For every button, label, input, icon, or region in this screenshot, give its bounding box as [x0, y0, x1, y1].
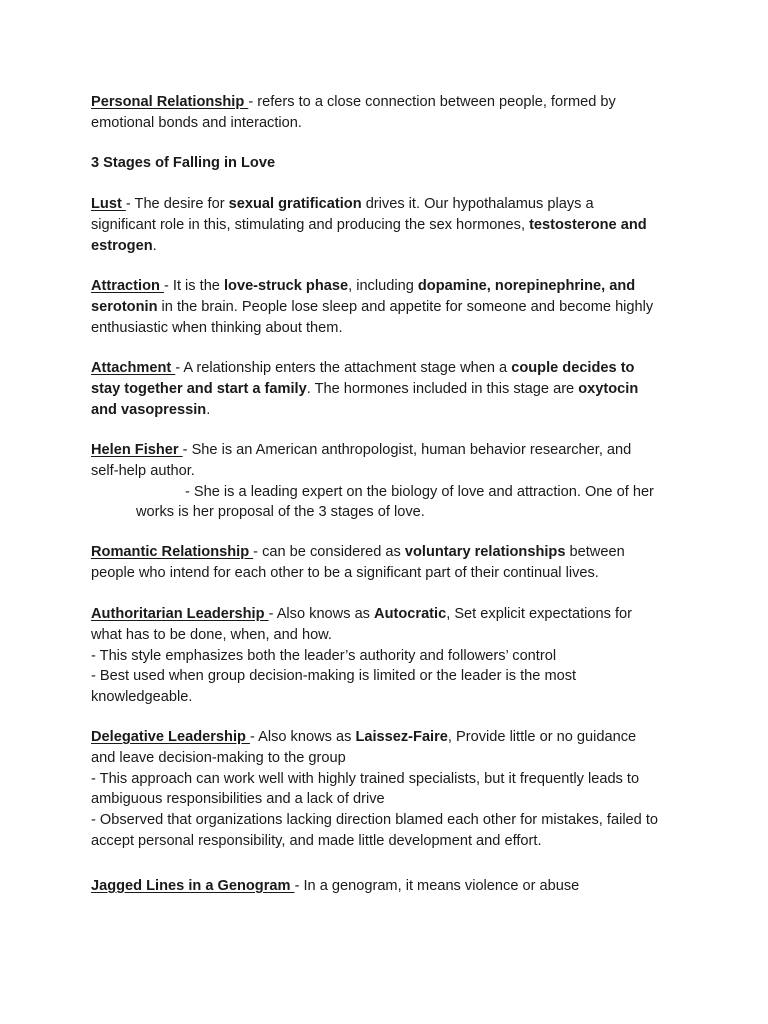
- definition-lust: [91, 194, 691, 256]
- text-run: emotional bonds and interaction.: [91, 114, 302, 131]
- text-run: in the brain. People lose sleep and appetite for someone and become highly: [157, 298, 654, 315]
- text-run: and leave decision-making to the group: [91, 749, 346, 766]
- term-label: Helen Fisher: [91, 442, 183, 458]
- bold-run: sexual gratification: [228, 196, 362, 212]
- term-label: Attachment: [91, 360, 176, 376]
- text-line: [91, 666, 691, 687]
- text-run: works is her proposal of the 3 stages of love.: [136, 504, 425, 521]
- text-line: [91, 194, 691, 215]
- definition-attraction: [91, 276, 691, 338]
- text-run: - In a genogram, it means violence or abuse: [294, 878, 580, 894]
- text-run: - She is a leading expert on the biology of love and attraction. One of her: [185, 483, 654, 500]
- text-line: [91, 502, 691, 523]
- text-line: [91, 876, 691, 897]
- bold-run: serotonin: [91, 298, 158, 315]
- text-line: [91, 646, 691, 667]
- bold-run: estrogen: [91, 237, 153, 254]
- bold-run: voluntary relationships: [404, 544, 566, 560]
- text-line: [91, 727, 691, 748]
- bold-run: couple decides to: [511, 360, 635, 376]
- text-run: what has to be done, when, and how.: [91, 626, 332, 643]
- text-run: - It is the: [163, 278, 224, 294]
- text-run: - refers to a close connection between people, formed by: [248, 94, 616, 110]
- text-run: - This style emphasizes both the leader’s authority and followers’ control: [91, 647, 557, 664]
- text-run: .: [152, 237, 157, 254]
- text-line: [91, 625, 691, 646]
- text-line: [91, 461, 691, 482]
- section-heading: [91, 153, 691, 174]
- text-run: - She is an American anthropologist, human behavior researcher, and: [182, 442, 632, 458]
- term-label: Attraction: [91, 278, 164, 294]
- text-run: - Also knows as: [249, 729, 356, 745]
- text-run: . The hormones included in this stage are: [306, 380, 579, 397]
- text-run: - A relationship enters the attachment stage when a: [175, 360, 512, 376]
- text-run: , Set explicit expectations for: [446, 606, 632, 622]
- text-run: significant role in this, stimulating and producing the sex hormones,: [91, 216, 530, 233]
- text-line: [91, 215, 691, 236]
- text-line: [91, 687, 691, 708]
- definition-delegative-leadership: [91, 727, 691, 852]
- text-line: [91, 542, 691, 563]
- text-run: people who intend for each other to be a significant part of their continual lives.: [91, 564, 599, 581]
- bold-run: stay together and start a family: [91, 380, 307, 397]
- text-run: - can be considered as: [253, 544, 405, 560]
- text-line: [91, 748, 691, 769]
- term-label: Romantic Relationship: [91, 544, 254, 560]
- text-run: - Also knows as: [268, 606, 375, 622]
- bold-run: and vasopressin: [91, 401, 207, 418]
- text-run: , Provide little or no guidance: [447, 729, 637, 745]
- text-line: [91, 400, 691, 421]
- definition-helen-fisher: [91, 440, 691, 523]
- text-run: self-help author.: [91, 462, 195, 479]
- text-line: [91, 92, 691, 113]
- text-line: [91, 236, 691, 257]
- text-run: knowledgeable.: [91, 689, 193, 706]
- text-line: [91, 297, 691, 318]
- text-run: drives it. Our hypothalamus plays a: [361, 196, 594, 212]
- definition-romantic-relationship: [91, 542, 691, 584]
- text-line: [91, 789, 691, 810]
- text-line: [91, 482, 691, 503]
- text-line: [91, 831, 691, 852]
- bold-run: oxytocin: [578, 380, 639, 397]
- bold-run: dopamine, norepinephrine, and: [417, 278, 636, 294]
- text-line: [91, 276, 691, 297]
- text-run: .: [206, 401, 211, 418]
- text-run: - Observed that organizations lacking direction blamed each other for mistakes, failed to: [91, 812, 659, 829]
- text-line: [91, 810, 691, 831]
- text-line: [91, 769, 691, 790]
- text-line: [91, 153, 691, 174]
- bold-run: testosterone and: [529, 216, 647, 233]
- text-line: [91, 113, 691, 134]
- bold-run: love-struck phase: [223, 278, 349, 294]
- term-label: Jagged Lines in a Genogram: [91, 878, 295, 894]
- text-line: [91, 563, 691, 584]
- text-line: [91, 318, 691, 339]
- bold-run: Autocratic: [374, 606, 447, 622]
- definition-personal-relationship: [91, 92, 691, 134]
- text-line: [91, 379, 691, 400]
- text-run: enthusiastic when thinking about them.: [91, 319, 343, 336]
- term-label: Authoritarian Leadership: [91, 606, 269, 622]
- definition-jagged-lines: [91, 876, 691, 897]
- text-run: ambiguous responsibilities and a lack of drive: [91, 791, 385, 808]
- text-line: [91, 604, 691, 625]
- text-line: [91, 440, 691, 461]
- term-label: Lust: [91, 196, 126, 212]
- text-run: - The desire for: [125, 196, 229, 212]
- definition-authoritarian-leadership: [91, 604, 691, 708]
- text-run: - This approach can work well with highly trained specialists, but it frequently leads to: [91, 770, 640, 787]
- term-label: Delegative Leadership: [91, 729, 250, 745]
- term-label: Personal Relationship: [91, 94, 249, 110]
- text-run: - Best used when group decision-making is limited or the leader is the most: [91, 668, 577, 685]
- heading-text: 3 Stages of Falling in Love: [91, 155, 276, 171]
- text-run: , including: [348, 278, 418, 294]
- bold-run: Laissez-Faire: [355, 729, 448, 745]
- text-run: between: [565, 544, 625, 560]
- text-run: accept personal responsibility, and made little development and effort.: [91, 832, 542, 849]
- definition-attachment: [91, 358, 691, 420]
- text-line: [91, 358, 691, 379]
